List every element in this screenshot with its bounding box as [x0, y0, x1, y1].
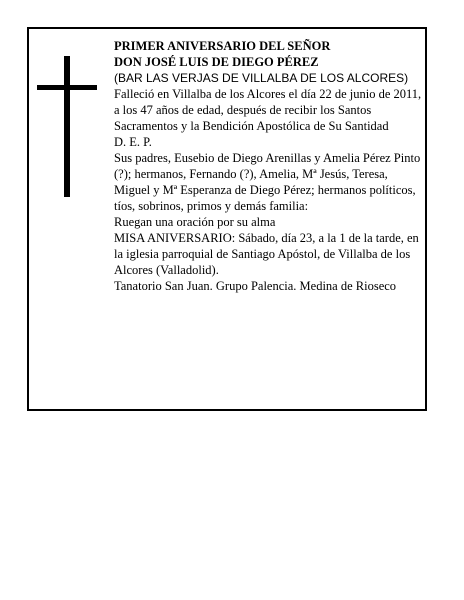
- cross-horizontal-bar: [37, 85, 97, 90]
- death-text: Falleció en Villalba de los Alcores el día 22 de junio de 2011, a los 47 años de edad, después de recibir los Santos Sacramentos y la Bendición Apostólica de Su Santidad: [114, 87, 422, 133]
- title-line-1: PRIMER ANIVERSARIO DEL SEÑOR: [114, 39, 331, 53]
- mass-text: MISA ANIVERSARIO: Sábado, día 23, a la 1 de la tarde, en la iglesia parroquial de Santiago Apóstol, de Villalba de los Alcores (Valladolid).: [114, 231, 419, 277]
- cross-vertical-bar: [64, 56, 70, 197]
- family-text: Sus padres, Eusebio de Diego Arenillas y Amelia Pérez Pinto (?); hermanos, Fernando (?), Amelia, Mª Jesús, Teresa, Miguel y Mª Esperanza de Diego Pérez; hermanos políticos, tíos, sobrinos, primos y demás familia:: [114, 151, 421, 213]
- subtitle: (BAR LAS VERJAS DE VILLALBA DE LOS ALCORES): [114, 71, 409, 85]
- obituary-text: [114, 38, 426, 294]
- dep-text: D. E. P.: [114, 135, 152, 149]
- prayer-text: Ruegan una oración por su alma: [114, 215, 276, 229]
- title-line-2: DON JOSÉ LUIS DE DIEGO PÉREZ: [114, 55, 319, 69]
- funeral-home-text: Tanatorio San Juan. Grupo Palencia. Medina de Rioseco: [114, 279, 397, 293]
